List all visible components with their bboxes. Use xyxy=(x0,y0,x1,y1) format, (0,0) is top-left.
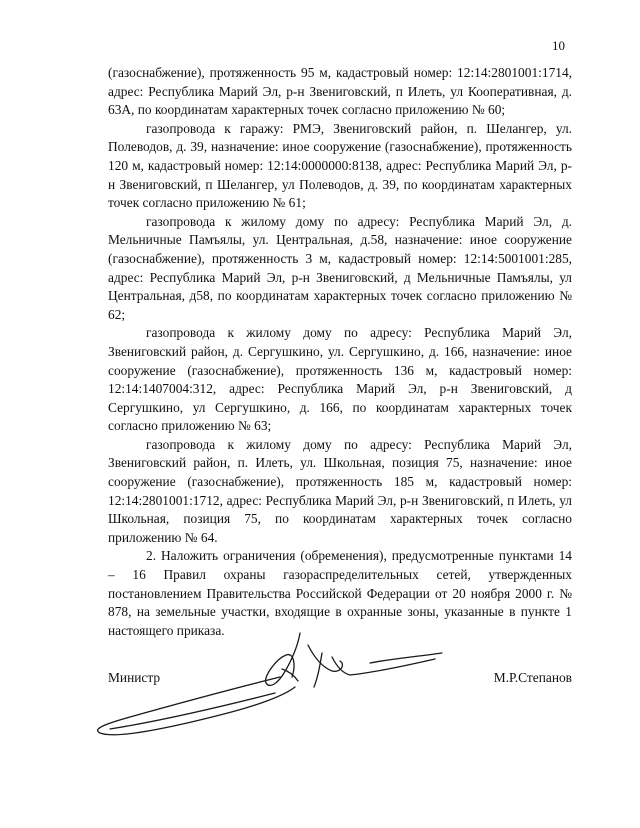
paragraph-restrictions: 2. Наложить ограничения (обременения), предусмотренные пунктами 14 – 16 Правил охраны газораспределительных сетей, утвержденных постановлением Правительства Российской Федерации от 20 ноября 2000 г. № 878, на земельные участки, входящие в охранные зоны, указанные в пункте 1 настоящего приказа. xyxy=(108,548,572,638)
document-body xyxy=(108,64,572,640)
signatory-name: М.Р.Степанов xyxy=(493,670,572,685)
paragraph-melnichnye-pamyaly: газопровода к жилому дому по адресу: Республика Марий Эл, д. Мельничные Памъялы, ул. Центральная, д.58, назначение: иное сооружение (газоснабжение), протяженность 3 м, кадастровый номер: 12:14:5001001:285, адрес: Республика Марий Эл, р-н Звениговский, д Мельничные Памъялы, ул Центральная, д58, по координатам характерных точек согласно приложению № 62; xyxy=(108,213,572,322)
page-number: 10 xyxy=(552,38,565,53)
signatory-title: Министр xyxy=(108,670,161,685)
paragraph-continuation: (газоснабжение), протяженность 95 м, кадастровый номер: 12:14:2801001:1714, адрес: Республика Марий Эл, р-н Звениговский, п Илеть, ул Кооперативная, д. 63А, по координатам характерных точек согласно приложению № 60; xyxy=(108,65,572,118)
paragraph-garage-pipeline: газопровода к гаражу: РМЭ, Звениговский район, п. Шелангер, ул. Полеводов, д. 39, назначение: иное сооружение (газоснабжение), протяженность 120 м, кадастровый номер: 12:14:0000000:8138, адрес: Республика Марий Эл, р-н Звениговский, п Шелангер, ул Полеводов, д. 39, по координатам характерных точек согласно приложению № 61; xyxy=(108,120,572,211)
paragraph-sergushkino: газопровода к жилому дому по адресу: Республика Марий Эл, Звениговский район, д. Сергушкино, ул. Сергушкино, д. 166, назначение: иное сооружение (газоснабжение), протяженность 136 м, кадастровый номер: 12:14:1407004:312, адрес: Республика Марий Эл, р-н Звениговский, д Сергушкино, ул Сергушкино, д. 166, по координатам характерных точек согласно приложению № 63; xyxy=(108,325,572,434)
paragraph-ilet-shkolnaya: газопровода к жилому дому по адресу: Республика Марий Эл, Звениговский район, п. Илеть, ул. Школьная, позиция 75, назначение: иное сооружение (газоснабжение), протяженность 185 м, кадастровый номер: 12:14:2801001:1712, адрес: Республика Марий Эл, р-н Звениговский, п Илеть, ул Школьная, позиция 75, по координатам характерных точек согласно приложению № 64. xyxy=(108,436,572,545)
signature-block xyxy=(108,670,572,690)
